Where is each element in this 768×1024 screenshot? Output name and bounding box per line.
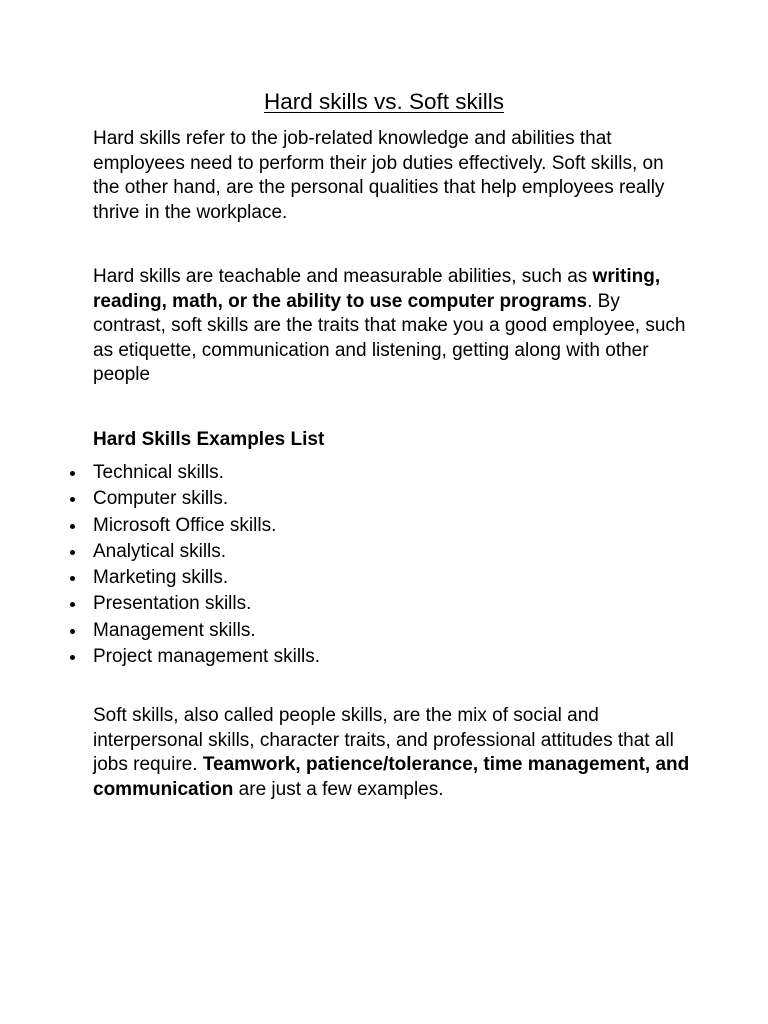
document-title: Hard skills vs. Soft skills <box>263 89 505 114</box>
list-item <box>0 513 320 539</box>
list-item-text: Management skills. <box>93 619 256 641</box>
bullet-icon <box>70 629 75 634</box>
paragraph-bold-text: Teamwork, patience/tolerance, time management, and communication <box>93 754 690 800</box>
list-item <box>0 539 320 565</box>
list-item <box>0 644 320 670</box>
list-item <box>0 618 320 644</box>
intro-paragraph: Hard skills refer to the job-related knowledge and abilities that employees need to perform their job duties effectively. Soft skills, on the other hand, are the personal qualities that help employees really thrive in the workplace. <box>93 128 665 223</box>
hard-skills-heading: Hard Skills Examples List <box>93 429 325 450</box>
bullet-icon <box>70 602 75 607</box>
bullet-icon <box>70 550 75 555</box>
soft-skills-paragraph <box>93 704 693 802</box>
bullet-icon <box>70 497 75 502</box>
list-item <box>0 591 320 617</box>
list-item-text: Analytical skills. <box>93 540 227 562</box>
list-item-text: Computer skills. <box>93 488 229 510</box>
list-item <box>0 565 320 591</box>
paragraph-bold-text: writing, reading, math, or the ability to use computer programs <box>93 266 661 312</box>
bullet-icon <box>70 471 75 476</box>
bullet-icon <box>70 524 75 529</box>
list-item-text: Technical skills. <box>93 462 224 483</box>
list-item <box>0 460 320 486</box>
bullet-icon <box>70 576 75 581</box>
paragraph-text: are just a few examples. <box>233 778 444 800</box>
hard-skills-definition-paragraph <box>93 265 693 388</box>
hard-skills-list <box>0 460 320 670</box>
paragraph-text: Soft skills, also called people skills, are the mix of social and interpersonal skills, character traits, and professional attitudes that all jobs require. <box>93 705 674 775</box>
list-item-text: Marketing skills. <box>93 567 229 589</box>
list-item-text: Project management skills. <box>93 646 321 668</box>
bullet-icon <box>70 655 75 660</box>
paragraph-text: Hard skills are teachable and measurable abilities, such as <box>93 266 593 287</box>
list-item-text: Presentation skills. <box>93 593 252 615</box>
list-item-text: Microsoft Office skills. <box>93 514 277 536</box>
list-item <box>0 486 320 512</box>
paragraph-text: . By contrast, soft skills are the traits that make you a good employee, such as etiquette, communication and listening, getting along with other people <box>93 290 686 385</box>
